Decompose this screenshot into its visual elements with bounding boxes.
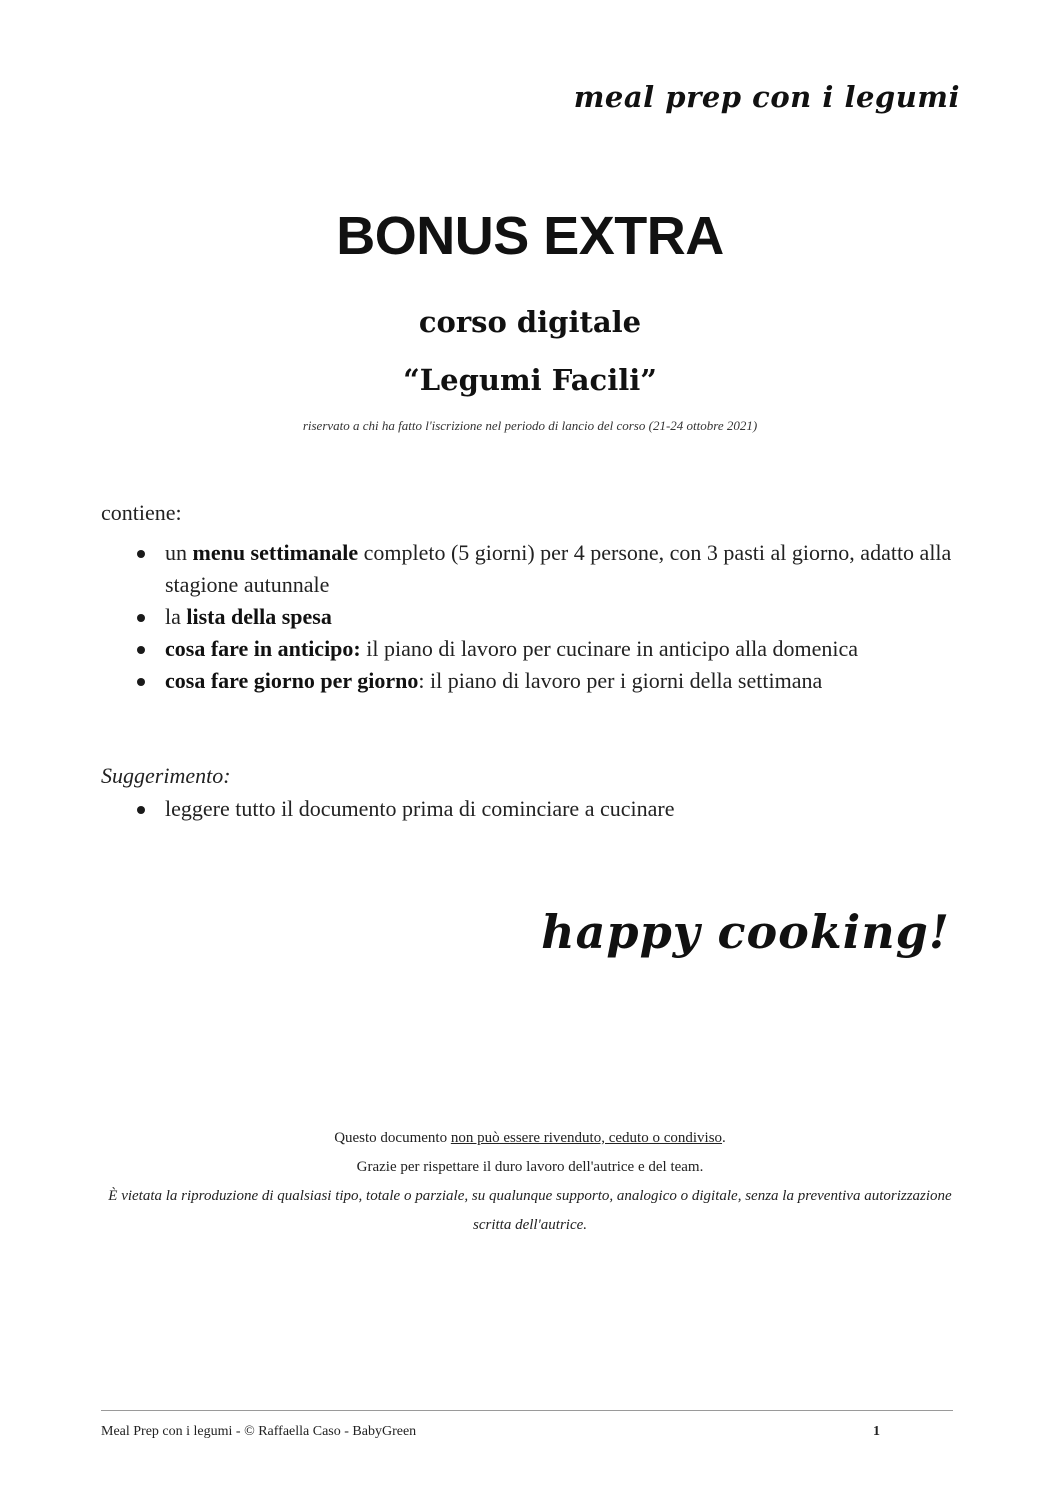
list-item-bold: lista della spesa (186, 604, 332, 629)
legal-line-2: Grazie per rispettare il duro lavoro dell'autrice e del team. (356, 1159, 704, 1175)
tip-label: Suggerimento: (101, 763, 231, 788)
footer-divider (101, 1410, 953, 1411)
header-script-title: meal prep con i legumi (573, 80, 960, 114)
page-title: BONUS EXTRA (336, 206, 724, 266)
signoff-script: happy cooking! (541, 905, 950, 959)
subtitle-course-name: “Legumi Facili” (403, 363, 657, 397)
list-item-text: leggere tutto il documento prima di cominciare a cucinare (165, 796, 675, 821)
legal-underlined-text: non può essere rivenduto, ceduto o condiviso (450, 1130, 723, 1146)
list-item-text: un (165, 540, 193, 565)
contains-label: contiene: (101, 500, 182, 525)
list-item-bold: cosa fare giorno per giorno (165, 668, 419, 693)
bullet-icon (137, 646, 145, 654)
legal-notice (0, 1124, 1060, 1240)
bullet-icon (137, 806, 145, 814)
eligibility-note: riservato a chi ha fatto l'iscrizione nel periodo di lancio del corso (21-24 ottobre 2021) (302, 418, 758, 433)
legal-line-1 (0, 1124, 1060, 1153)
list-item (101, 633, 961, 665)
list-item-text: completo (5 giorni) per 4 persone, con 3 pasti al giorno, adatto alla stagione autunnale (165, 540, 952, 597)
list-item-bold: menu settimanale (192, 540, 359, 565)
list-item (101, 601, 961, 633)
legal-text: Questo documento (334, 1130, 451, 1146)
page-number: 1 (873, 1424, 880, 1439)
list-item (101, 665, 961, 697)
list-item-text: : il piano di lavoro per i giorni della settimana (418, 668, 823, 693)
legal-line-3: È vietata la riproduzione di qualsiasi tipo, totale o parziale, su qualunque supporto, analogico o digitale, senza la preventiva autorizzazione scritta dell'autrice. (108, 1188, 952, 1233)
list-item (101, 537, 961, 601)
list-item-text: la (165, 604, 187, 629)
list-item-bold: cosa fare in anticipo: (165, 636, 361, 661)
contents-list (101, 537, 961, 697)
footer-credit: Meal Prep con i legumi - © Raffaella Caso - BabyGreen (101, 1424, 417, 1439)
bullet-icon (137, 614, 145, 622)
bullet-icon (137, 678, 145, 686)
legal-text: . (722, 1130, 726, 1146)
list-item-text: il piano di lavoro per cucinare in anticipo alla domenica (360, 636, 859, 661)
bullet-icon (137, 550, 145, 558)
tip-list (101, 793, 961, 825)
subtitle-course: corso digitale (418, 305, 642, 339)
list-item (101, 793, 961, 825)
